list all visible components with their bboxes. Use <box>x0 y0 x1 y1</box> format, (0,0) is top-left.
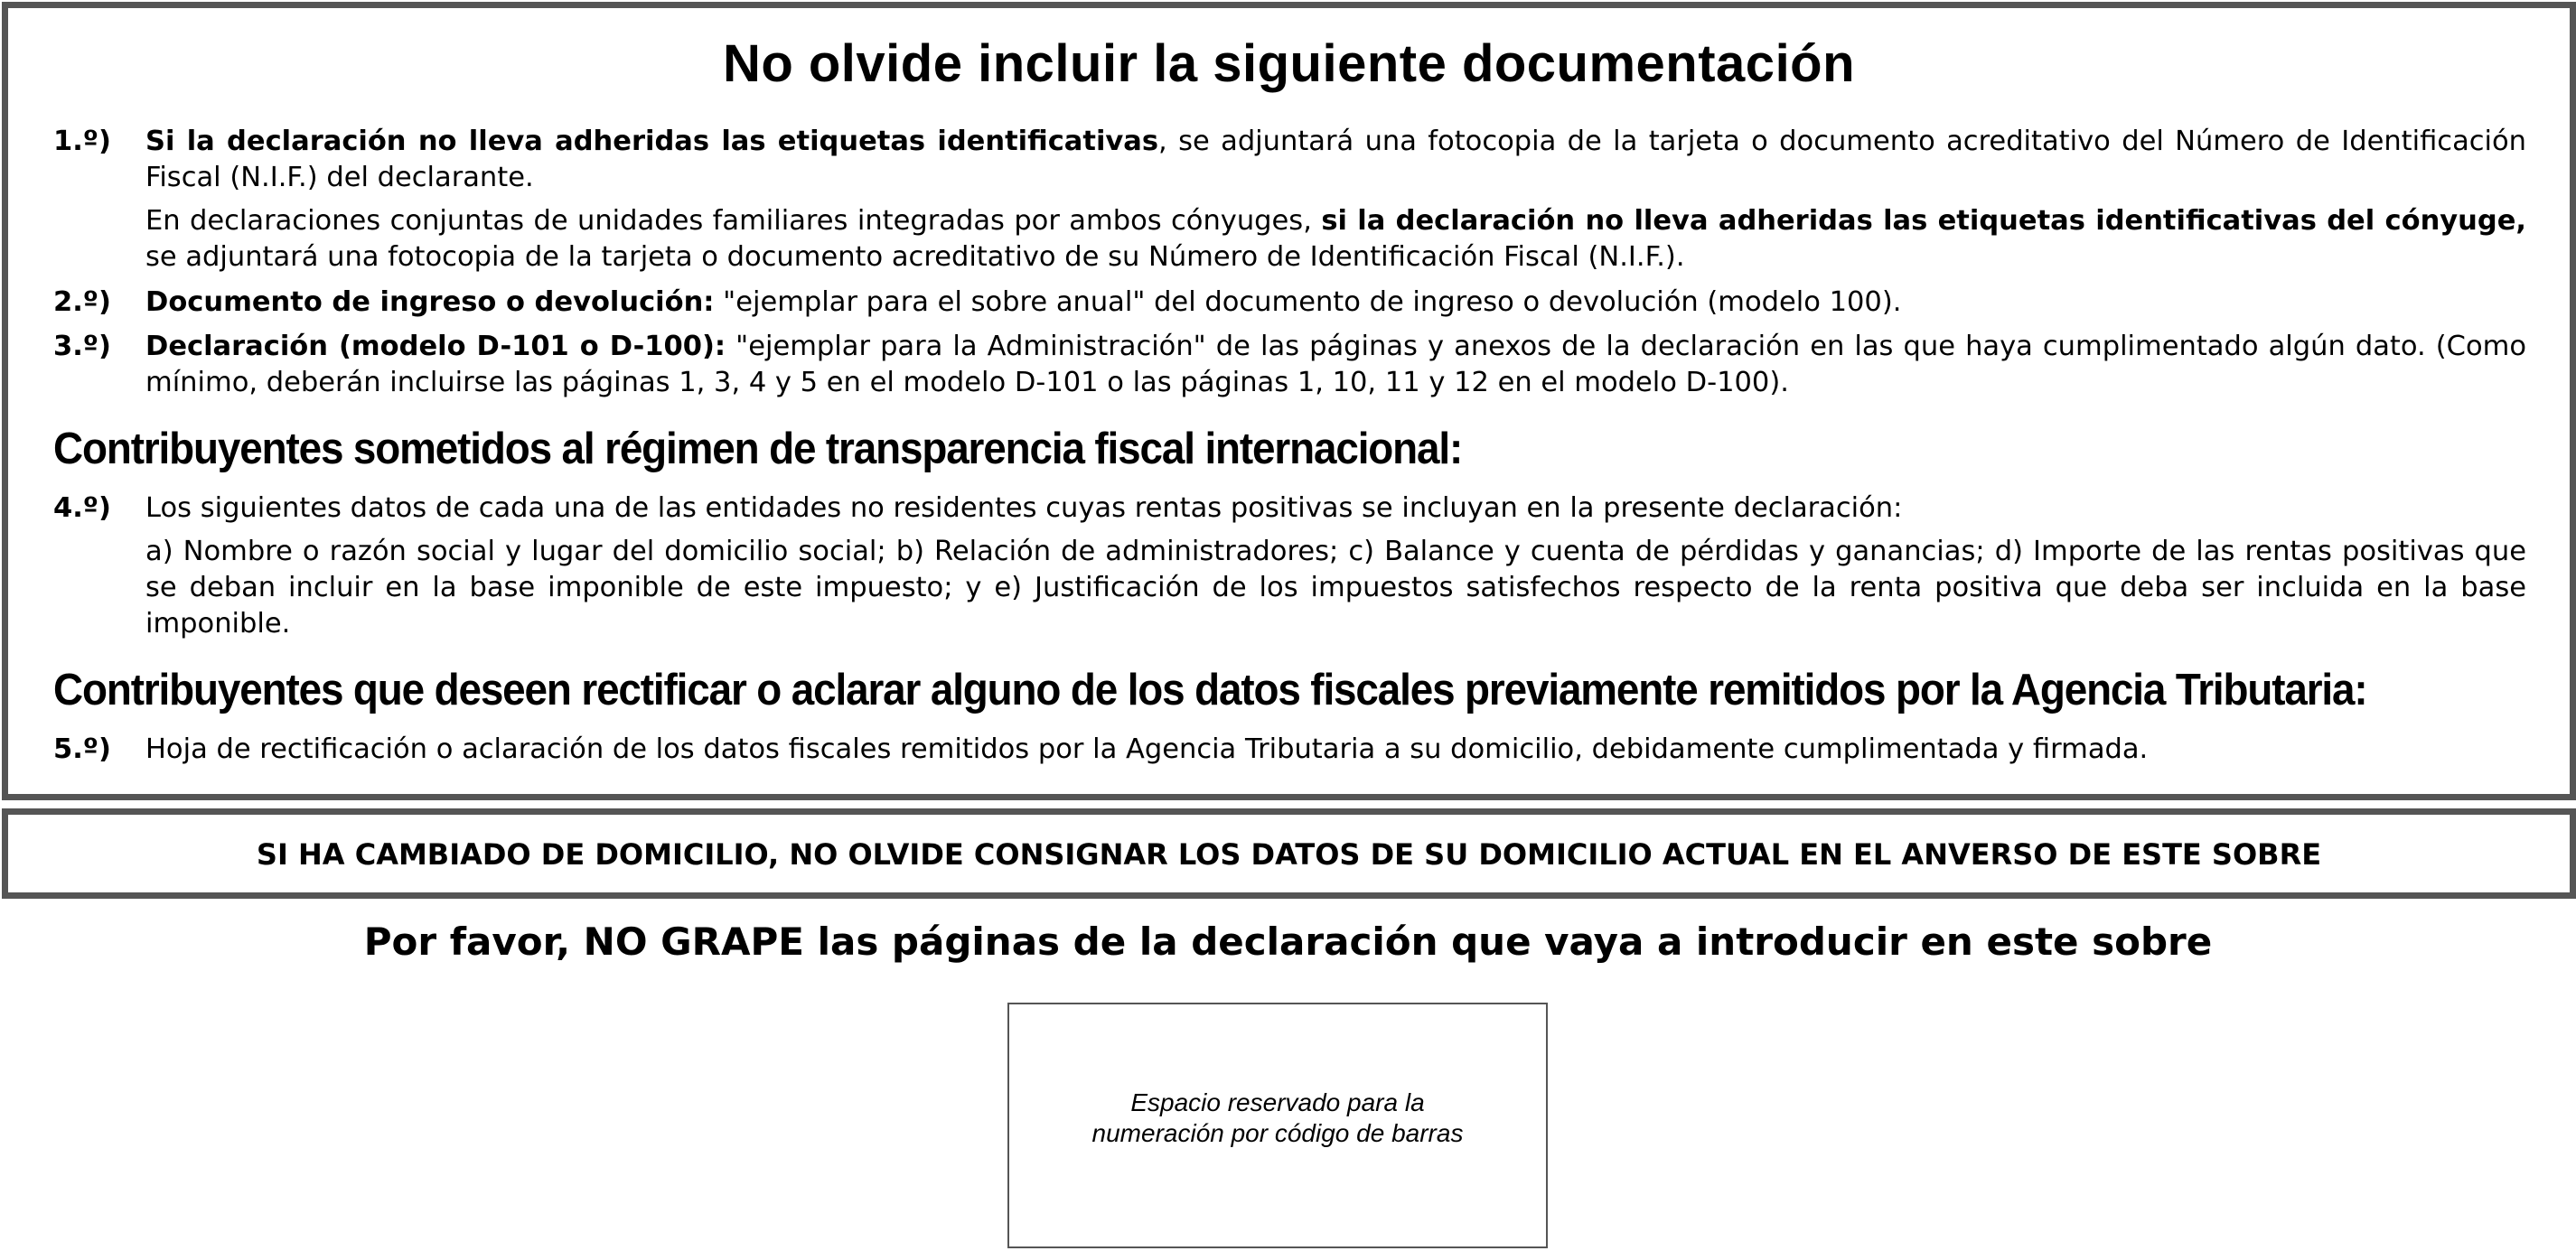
item-number: 5.º) <box>53 733 111 765</box>
item-4 <box>53 490 2526 642</box>
barcode-reserved-space <box>1007 1003 1548 1248</box>
item-1 <box>53 124 2526 275</box>
address-change-notice: SI HA CAMBIADO DE DOMICILIO, NO OLVIDE CONSIGNAR LOS DATOS DE SU DOMICILIO ACTUAL EN EL ANVERSO DE ESTE SOBRE <box>256 837 2322 872</box>
item-3-paragraph <box>145 329 2526 401</box>
item-4-paragraph-1: Los siguientes datos de cada una de las entidades no residentes cuyas rentas positivas se incluyan en la presente declaración: <box>145 492 1903 524</box>
item-3-text: "ejemplar para la Administración" de las páginas y anexos de la declaración en las que haya cumplimentado algún dato. (Como mínimo, deberán incluirse las páginas 1, 3, 4 y 5 en el modelo D-101 o las páginas 1, 10, 11 y 12 en el modelo D-100). <box>145 331 2527 398</box>
main-title: No olvide incluir la siguiente documentación <box>722 34 1856 93</box>
item-number: 3.º) <box>53 331 111 362</box>
item-1-text: , se adjuntará una fotocopia de la tarjeta o documento acreditativo del Número de Identificación Fiscal (N.I.F.) del declarante. <box>145 126 2526 193</box>
barcode-label-line-1: Espacio reservado para la <box>1130 1088 1425 1116</box>
no-staple-notice: Por favor, NO GRAPE las páginas de la declaración que vaya a introducir en este sobre <box>363 920 2213 964</box>
documentation-checklist-box <box>2 2 2576 800</box>
address-change-notice-box <box>2 808 2576 899</box>
item-5-paragraph: Hoja de rectificación o aclaración de los datos fiscales remitidos por la Agencia Tributaria a su domicilio, debidamente cumplimentada y firmada. <box>145 733 2149 765</box>
item-number: 4.º) <box>53 492 111 524</box>
barcode-reserved-label <box>1009 1088 1546 1149</box>
barcode-label-line-2: numeración por código de barras <box>1091 1119 1464 1147</box>
item-2-text: "ejemplar para el sobre anual" del documento de ingreso o devolución (modelo 100). <box>714 286 1902 318</box>
item-4-paragraph-2: a) Nombre o razón social y lugar del domicilio social; b) Relación de administradores; c) Balance y cuenta de pérdidas y ganancias; d) Importe de las rentas positivas que se deban incluir en la base imponible de este impuesto; y e) Justificación de los impuestos satisfechos respecto de la renta positiva que deba ser incluida en la base imponible. <box>145 536 2526 640</box>
item-3-bold: Declaración (modelo D-101 o D-100): <box>145 331 726 362</box>
item-1-p2-bold: si la declaración no lleva adheridas las etiquetas identificativas del cónyuge, <box>1321 205 2526 237</box>
item-2-paragraph <box>145 285 2526 321</box>
item-5 <box>53 732 2526 768</box>
item-2-bold: Documento de ingreso o devolución: <box>145 286 715 318</box>
item-3 <box>53 329 2526 401</box>
item-1-paragraph-1 <box>145 124 2526 196</box>
item-2 <box>53 285 2526 321</box>
item-1-p2-text: En declaraciones conjuntas de unidades familiares integradas por ambos cónyuges, <box>145 205 1322 237</box>
item-number: 2.º) <box>53 286 111 318</box>
item-1-p2-tail: se adjuntará una fotocopia de la tarjeta o documento acreditativo de su Número de Identificación Fiscal (N.I.F.). <box>145 241 1685 273</box>
item-1-paragraph-2 <box>145 203 2526 275</box>
transparency-section-heading: Contribuyentes sometidos al régimen de transparencia fiscal internacional: <box>53 425 1463 473</box>
item-1-bold: Si la declaración no lleva adheridas las etiquetas identificativas <box>145 126 1159 157</box>
rectify-section-heading: Contribuyentes que deseen rectificar o aclarar alguno de los datos fiscales previamente remitidos por la Agencia Tributaria: <box>53 666 2367 714</box>
item-number: 1.º) <box>53 126 111 157</box>
